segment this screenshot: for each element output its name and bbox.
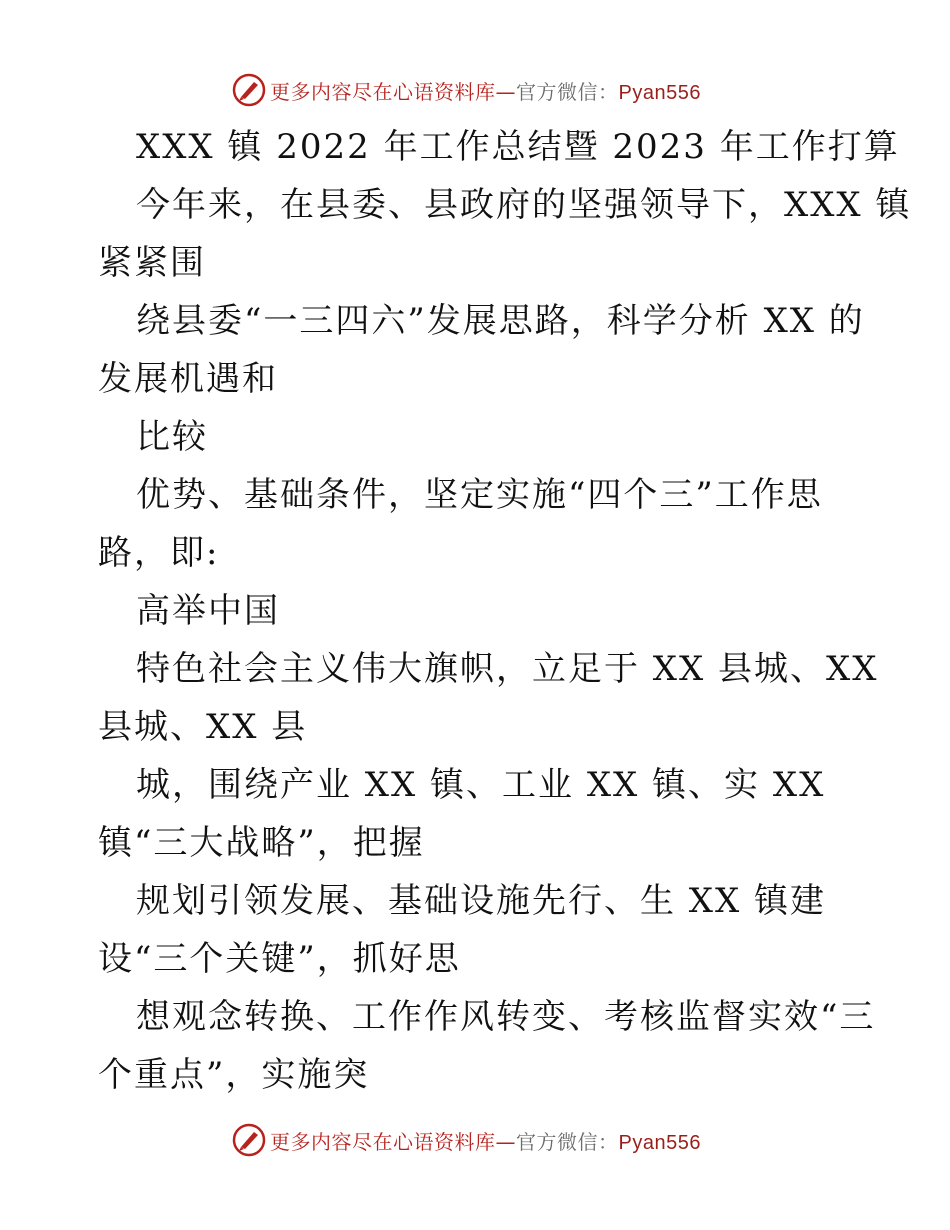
banner-wechat-label: 官方微信：	[516, 1129, 619, 1154]
banner-text	[270, 76, 701, 105]
paragraph-line: 城，围绕产业 XX 镇、工业 XX 镇、实 XX	[136, 765, 826, 805]
banner-main-text: 更多内容尽在心语资料库	[270, 79, 496, 104]
paragraph-line: 优势、基础条件，坚定实施“四个三”工作思	[136, 475, 823, 515]
paragraph-line: 镇“三大战略”，把握	[98, 823, 425, 863]
paragraph-line: 规划引领发展、基础设施先行、生 XX 镇建	[136, 881, 827, 921]
library-logo-icon	[232, 73, 266, 107]
document-title: XXX 镇 2022 年工作总结暨 2023 年工作打算	[136, 127, 900, 167]
paragraph-line: 路，即:	[98, 533, 220, 573]
paragraph-line: 设“三个关键”，抓好思	[98, 939, 461, 979]
banner-wechat-id: Pyan556	[618, 1131, 701, 1154]
banner-text	[270, 1126, 701, 1155]
header-banner	[232, 70, 701, 110]
paragraph-line: 个重点”，实施突	[98, 1055, 370, 1095]
banner-main-text: 更多内容尽在心语资料库	[270, 1129, 496, 1154]
paragraph-line: 比较	[136, 417, 208, 457]
paragraph-line: 特色社会主义伟大旗帜，立足于 XX 县城、XX	[136, 649, 879, 689]
banner-dash: —	[495, 1129, 516, 1154]
banner-dash: —	[495, 79, 516, 104]
paragraph-line: 紧紧围	[98, 243, 206, 283]
library-logo-icon	[232, 1123, 266, 1157]
paragraph-line: 想观念转换、工作作风转变、考核监督实效“三	[136, 997, 876, 1037]
paragraph-line: 发展机遇和	[98, 359, 278, 399]
footer-banner	[232, 1120, 701, 1160]
paragraph-line: 绕县委“一三四六”发展思路，科学分析 XX 的	[136, 301, 865, 341]
paragraph-line: 今年来，在县委、县政府的坚强领导下，XXX 镇	[136, 185, 912, 225]
paragraph-line: 高举中国	[136, 591, 280, 631]
banner-wechat-id: Pyan556	[618, 81, 701, 104]
banner-wechat-label: 官方微信：	[516, 79, 619, 104]
paragraph-line: 县城、XX 县	[98, 707, 308, 747]
